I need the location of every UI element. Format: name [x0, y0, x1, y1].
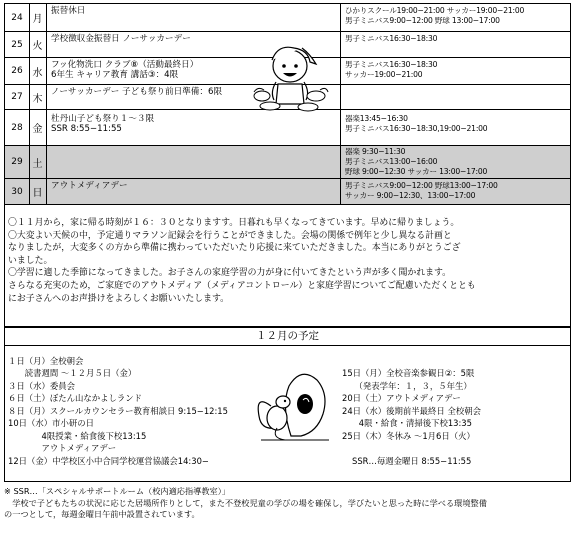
notice-line: 〇学習に適した季節になってきました。お子さんの家庭学習の力が身に付いてきたという声が多く聞かれます。 — [8, 268, 452, 279]
day-number: 27 — [5, 85, 30, 109]
events-cell — [47, 4, 341, 31]
activities-cell — [342, 85, 570, 109]
weekday: 日 — [29, 179, 47, 204]
december-schedule — [4, 346, 571, 482]
schedule-row-weekend — [5, 146, 570, 179]
activity-line: サッカー 9:00−12:30、13:00−17:00 — [345, 191, 476, 200]
activity-line: 男子ミニバス9:00−12:00 野球 13:00−17:00 — [345, 16, 500, 25]
activity-line: 男子ミニバス13:00−16:00 — [345, 157, 438, 166]
december-item: 24日（水）後期前半最終日 全校朝会 — [342, 406, 481, 416]
activity-line: サッカー19:00−21:00 — [345, 70, 423, 79]
activities-cell — [342, 179, 570, 204]
activities-cell — [342, 58, 570, 84]
day-number: 30 — [5, 179, 30, 204]
activity-line: ひかりスクール19:00−21:00 サッカー19:00−21:00 — [345, 6, 525, 15]
squirrel-illustration — [241, 366, 337, 446]
weekday: 月 — [29, 4, 47, 31]
activities-cell — [342, 146, 570, 178]
event-line: アウトメディアデー — [51, 181, 128, 191]
activity-line: 男子ミニバス16:30−18:30 — [345, 60, 438, 69]
event-line: ノーサッカーデー 子ども祭り前日準備：6限 — [51, 87, 223, 97]
december-item: 4限・給食・清掃後下校13:35 — [342, 418, 472, 428]
day-number: 29 — [5, 146, 30, 178]
schedule-row — [5, 4, 570, 32]
footnote-line: 学校で子どもたちの状況に応じた居場所作りとして，また不登校児童の学びの場を確保し，学びたいと思った時に学べる環境整備 — [4, 497, 487, 508]
weekday: 木 — [29, 85, 47, 109]
footnote-line: の一つとして，毎週金曜日午前中設置されています。 — [4, 509, 200, 519]
notice-line: 〇１１月から，家に帰る時刻が１６：３０となりますす。日暮れも早くなってきています。早めに帰りましょう。 — [8, 218, 460, 228]
december-title: １２月の予定 — [4, 327, 571, 346]
activity-line: 野球 9:00−12:30 サッカー 13:00−17:00 — [345, 167, 488, 176]
december-item: 4限授業・給食後下校13:15 — [8, 431, 147, 441]
december-item: １日（月）全校朝会 — [8, 356, 84, 366]
day-number: 25 — [5, 32, 30, 57]
december-item: 12日（金）中学校区小中合同学校運営協議会14:30− — [8, 456, 209, 466]
activity-line: 男子ミニバス16:30−18:30,19:00−21:00 — [345, 124, 488, 133]
schedule-row — [5, 110, 570, 146]
activities-cell — [342, 32, 570, 57]
event-line: 学校徴収金振替日 ノーサッカーデー — [51, 34, 191, 44]
notice-line: 〇大変よい天候の中，予定通りマラソン記録会を行うことができました。会場の関係で例年と少し異なる計画と — [8, 230, 452, 241]
weekday: 金 — [29, 110, 47, 145]
schedule-row-weekend — [5, 179, 570, 204]
weekday: 火 — [29, 32, 47, 57]
december-item: 20日（土）アウトメディアデー — [342, 393, 461, 403]
child-harvest-illustration — [250, 40, 330, 112]
december-item: 15日（月）全校音楽参観日②：5限 — [342, 368, 475, 378]
december-item: 読書週間 〜１２月５日（金） — [8, 368, 137, 378]
weekday: 土 — [29, 146, 47, 178]
activity-line: 器楽13:45−16:30 — [345, 114, 408, 123]
december-item: ８日（月）スクールカウンセラー教育相談日 9:15−12:15 — [8, 406, 228, 416]
event-line: 杜丹山子ども祭り１〜３限 — [51, 114, 155, 124]
spacer — [8, 206, 567, 217]
december-item: ６日（土）ぼたん山なかよしランド — [8, 393, 142, 403]
december-item: （発表学年：１，３，５年生） — [342, 381, 472, 391]
activity-line: 男子ミニバス16:30−18:30 — [345, 34, 438, 43]
day-number: 26 — [5, 58, 30, 84]
event-line: フッ化物洗口 クラブ⑧（活動最終日） — [51, 60, 199, 70]
day-number: 24 — [5, 4, 30, 31]
event-line: SSR 8:55−11:55 — [51, 124, 122, 134]
events-cell — [47, 146, 341, 178]
event-line: 6年生 キャリア教育 講話③：4限 — [51, 70, 179, 80]
footnote — [4, 486, 571, 521]
december-item: アウトメディアデー — [8, 443, 117, 453]
activities-cell — [342, 110, 570, 145]
events-cell — [47, 179, 341, 204]
notice-line: いました。 — [8, 255, 53, 266]
footnote-line: ※ SSR…「スペシャルサポートルーム（校内適応指導教室）」 — [4, 486, 230, 496]
activity-line: 器楽 9:30−11:30 — [345, 147, 406, 156]
events-cell — [47, 110, 341, 145]
december-item: 10日（水）市小研の日 — [8, 418, 95, 428]
december-item: SSR…毎週金曜日 8:55−11:55 — [352, 456, 472, 466]
notice-line: さらなる充実のため，ご家庭でのアウトメディア（メディアコントロール）と家庭学習についてご配慮いただくととも — [8, 280, 476, 291]
day-number: 28 — [5, 110, 30, 145]
activity-line: 男子ミニバス9:00−12:00 野球13:00−17:00 — [345, 181, 498, 190]
activities-cell — [342, 4, 570, 31]
notice-line: なりましたが，大変多くの方から準備に携わっていただいたり応援に来ていただきました。本当にありがとうござ — [8, 243, 461, 254]
weekday: 水 — [29, 58, 47, 84]
december-item: 25日（木）冬休み 〜1月6日（火） — [342, 431, 475, 441]
december-item: ３日（水）委員会 — [8, 381, 75, 391]
notice-section — [4, 205, 571, 327]
event-line: 振替休日 — [51, 6, 86, 16]
notice-line: にお子さんへのお声掛けをよろしくお願いいたします。 — [8, 293, 229, 304]
